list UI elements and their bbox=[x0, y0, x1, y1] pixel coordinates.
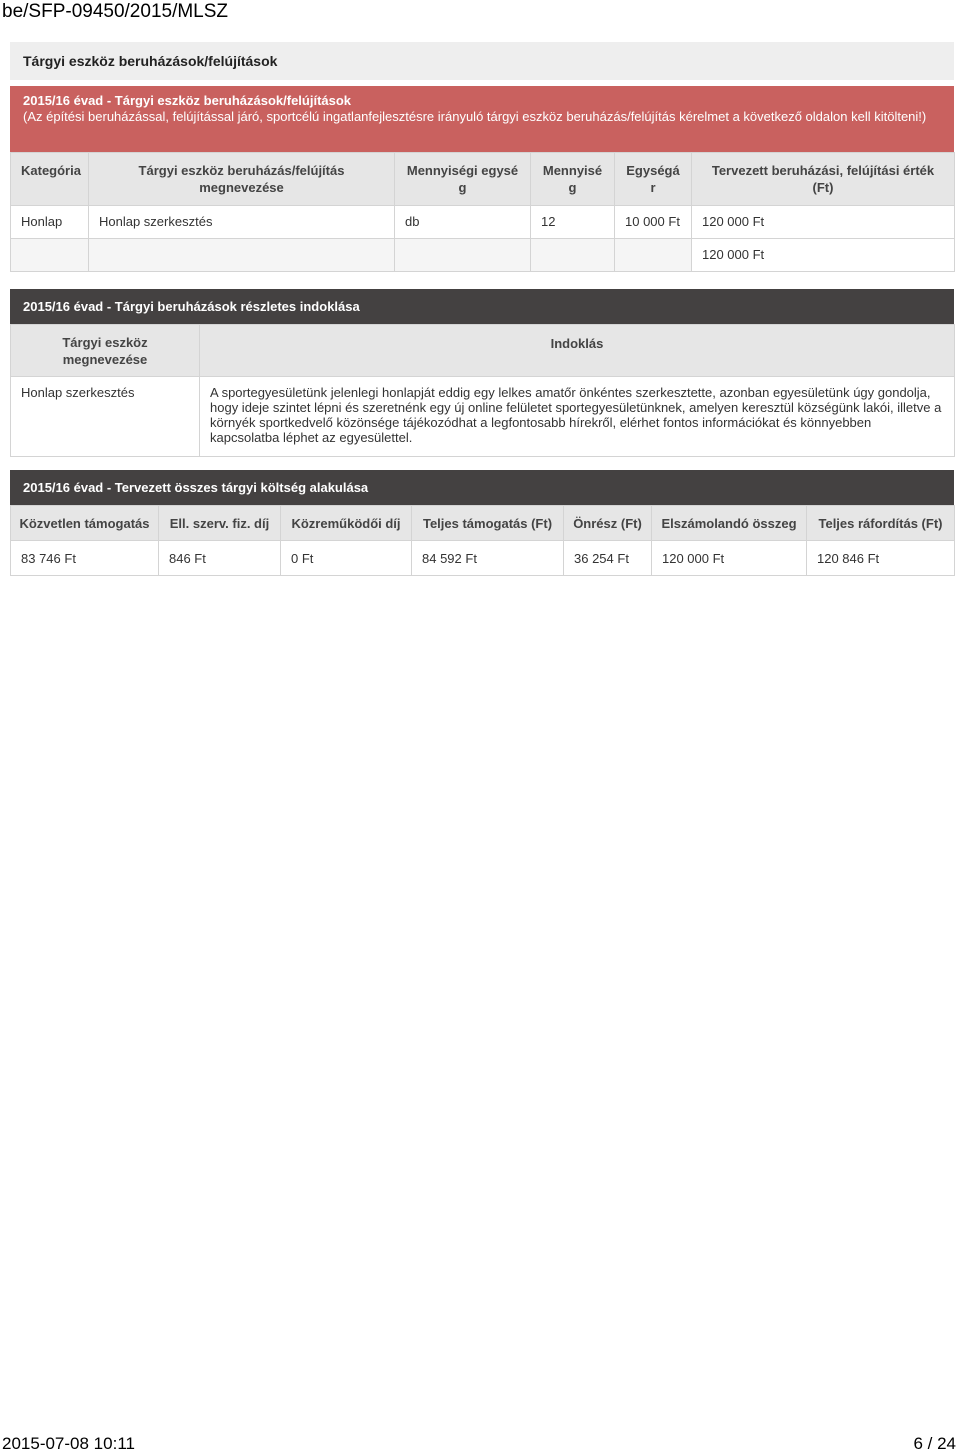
section1-note: (Az építési beruházással, felújítással járó, sportcélú ingatlanfejlesztésre irányuló tárgyi eszköz beruházás/felújítás kérelmet a következő oldalon kell kitölteni!) bbox=[23, 109, 927, 124]
cell-empty bbox=[615, 239, 692, 272]
section2-header: 2015/16 évad - Tárgyi beruházások részletes indoklása bbox=[10, 289, 954, 324]
cell-total-support: 84 592 Ft bbox=[412, 541, 564, 576]
cell-unit-price: 10 000 Ft bbox=[615, 206, 692, 239]
cell-category: Honlap bbox=[11, 206, 89, 239]
col-header-intermediary-fee: Közreműködői díj bbox=[281, 506, 412, 541]
col-header-category: Kategória bbox=[11, 153, 89, 206]
col-header-total-support: Teljes támogatás (Ft) bbox=[412, 506, 564, 541]
col-header-unit-price: Egységá r bbox=[615, 153, 692, 206]
col-header-justification: Indoklás bbox=[200, 325, 955, 377]
cell-control-fee: 846 Ft bbox=[159, 541, 281, 576]
col-header-planned-value: Tervezett beruházási, felújítási érték (Ft) bbox=[692, 153, 955, 206]
table-header-row bbox=[11, 153, 955, 206]
cell-empty bbox=[11, 239, 89, 272]
cell-direct-support: 83 746 Ft bbox=[11, 541, 159, 576]
col-header-quantity: Mennyisé g bbox=[531, 153, 615, 206]
cell-intermediary-fee: 0 Ft bbox=[281, 541, 412, 576]
cost-summary-table bbox=[10, 505, 955, 576]
col-header-own-contribution: Önrész (Ft) bbox=[564, 506, 652, 541]
panel-title: Tárgyi eszköz beruházások/felújítások bbox=[10, 42, 954, 80]
col-header-accountable-amount: Elszámolandó összeg bbox=[652, 506, 807, 541]
section1-header bbox=[10, 86, 954, 152]
table-total-row bbox=[11, 239, 955, 272]
col-header-unit: Mennyiségi egysé g bbox=[395, 153, 531, 206]
cell-justification: A sportegyesületünk jelenlegi honlapját eddig egy lelkes amatőr önkéntes szerkesztette, azonban egyesületünk úgy gondolja, hogy ideje szintet lépni és szeretnénk egy új online felületet sportegyesületünknek, amelyen keresztül községünk lakói, illetve a környék sportkedvelő közönsége tájékozódhat a legfontosabb hírekről, elérhet fontos információkat és könnyebben kapcsolatba léphet az egyesülettel. bbox=[200, 377, 955, 457]
section1-title: 2015/16 évad - Tárgyi eszköz beruházások/felújítások bbox=[23, 93, 352, 108]
table-row bbox=[11, 541, 955, 576]
cell-asset-name: Honlap szerkesztés bbox=[89, 206, 395, 239]
cell-total-expenditure: 120 846 Ft bbox=[807, 541, 955, 576]
table-header-row bbox=[11, 325, 955, 377]
footer-datetime: 2015-07-08 10:11 bbox=[2, 1434, 135, 1453]
cell-empty bbox=[395, 239, 531, 272]
col-header-asset-name: Tárgyi eszköz beruházás/felújítás megnevezése bbox=[89, 153, 395, 206]
cell-asset-name: Honlap szerkesztés bbox=[11, 377, 200, 457]
cell-quantity: 12 bbox=[531, 206, 615, 239]
cell-empty bbox=[531, 239, 615, 272]
cell-empty bbox=[89, 239, 395, 272]
col-header-total-expenditure: Teljes ráfordítás (Ft) bbox=[807, 506, 955, 541]
table-row bbox=[11, 377, 955, 457]
col-header-asset-name: Tárgyi eszköz megnevezése bbox=[11, 325, 200, 377]
document-id: be/SFP-09450/2015/MLSZ bbox=[2, 1, 229, 22]
footer-page-number: 6 / 24 bbox=[913, 1434, 956, 1453]
section3-header: 2015/16 évad - Tervezett összes tárgyi költség alakulása bbox=[10, 470, 954, 505]
table-row bbox=[11, 206, 955, 239]
cell-total-value: 120 000 Ft bbox=[692, 239, 955, 272]
col-header-direct-support: Közvetlen támogatás bbox=[11, 506, 159, 541]
table-header-row bbox=[11, 506, 955, 541]
cell-unit: db bbox=[395, 206, 531, 239]
col-header-control-fee: Ell. szerv. fiz. díj bbox=[159, 506, 281, 541]
investment-table bbox=[10, 152, 955, 272]
justification-table bbox=[10, 324, 955, 457]
cell-accountable-amount: 120 000 Ft bbox=[652, 541, 807, 576]
cell-own-contribution: 36 254 Ft bbox=[564, 541, 652, 576]
cell-planned-value: 120 000 Ft bbox=[692, 206, 955, 239]
